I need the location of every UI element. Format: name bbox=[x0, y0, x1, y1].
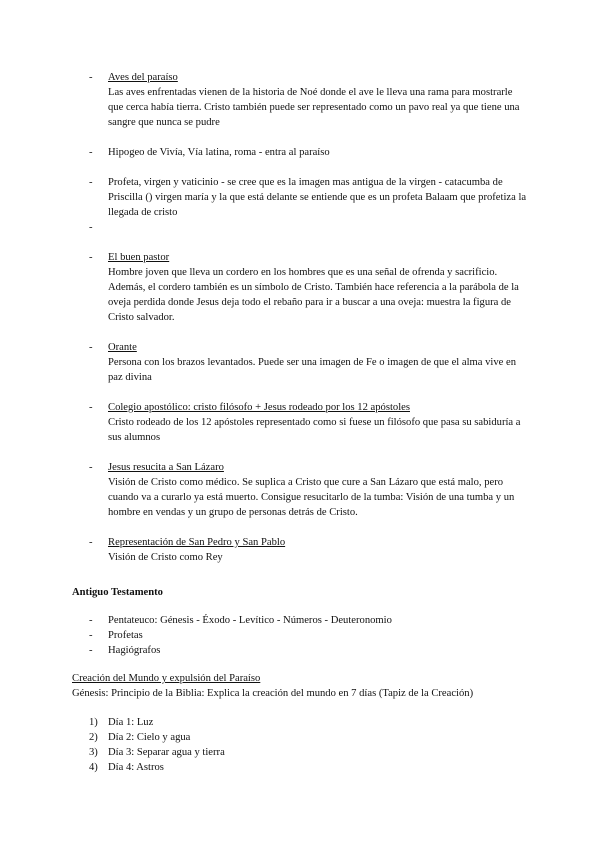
item-title: Hipogeo de Vivía, Vía latina, roma - entra al paraíso bbox=[108, 147, 330, 158]
item-title: Aves del paraíso bbox=[108, 72, 178, 83]
spacer bbox=[0, 445, 600, 460]
item-text: Profetas bbox=[108, 630, 143, 641]
days-list bbox=[0, 715, 600, 775]
item-title: Profeta, virgen y vaticinio - se cree que es la imagen mas antigua de la virgen - catacumba de Priscilla () virgen maría y la que está delante se entiende que es un profeta Balaam que profetiza la llegada de cristo bbox=[108, 177, 527, 218]
bullet-dash: - bbox=[89, 222, 93, 233]
list-item-lazaro bbox=[0, 460, 600, 520]
spacer bbox=[0, 130, 600, 145]
list-item-orante bbox=[0, 340, 600, 385]
bullet-dash: - bbox=[89, 147, 93, 158]
item-title: Orante bbox=[108, 342, 137, 353]
list-item bbox=[0, 730, 600, 745]
bullet-dash: - bbox=[89, 72, 93, 83]
item-text: Hagiógrafos bbox=[108, 645, 161, 656]
bullet-dash: - bbox=[89, 645, 93, 656]
item-body: Visión de Cristo como médico. Se suplica a Cristo que cure a San Lázaro que está malo, pero cuando va a curarlo ya está muerto. Consigue resucitarlo de la tumba: Visión de una tumba y un hombre en vendas y un grupo de personas detrás de Cristo. bbox=[108, 477, 515, 518]
bullet-dash: - bbox=[89, 402, 93, 413]
nt-bullet-list bbox=[0, 70, 600, 565]
list-item-buen-pastor bbox=[0, 250, 600, 325]
creation-title: Creación del Mundo y expulsión del Paraíso bbox=[72, 673, 261, 684]
spacer bbox=[0, 235, 600, 250]
item-text: Día 2: Cielo y agua bbox=[108, 732, 191, 743]
item-text: Día 3: Separar agua y tierra bbox=[108, 747, 225, 758]
item-number: 2) bbox=[89, 732, 98, 743]
spacer bbox=[0, 325, 600, 340]
item-title: Representación de San Pedro y San Pablo bbox=[108, 537, 286, 548]
list-item bbox=[0, 628, 600, 643]
item-text: Pentateuco: Génesis - Éxodo - Levítico - Números - Deuteronomio bbox=[108, 615, 392, 626]
item-title bbox=[108, 220, 530, 235]
bullet-dash: - bbox=[89, 342, 93, 353]
list-item-aves bbox=[0, 70, 600, 130]
list-item bbox=[0, 715, 600, 730]
list-item-colegio bbox=[0, 400, 600, 445]
spacer bbox=[0, 385, 600, 400]
list-item bbox=[0, 643, 600, 658]
section-heading: Antiguo Testamento bbox=[72, 587, 163, 598]
creation-line: Génesis: Principio de la Biblia: Explica la creación del mundo en 7 días (Tapiz de la Creación) bbox=[72, 688, 474, 699]
bullet-dash: - bbox=[89, 630, 93, 641]
list-item bbox=[0, 745, 600, 760]
item-body: Las aves enfrentadas vienen de la historia de Noé donde el ave le lleva una rama para mostrarle que cerca había tierra. Cristo también puede ser representado como un pavo real ya que tiene una sangre que nunca se pudre bbox=[108, 87, 520, 128]
bullet-dash: - bbox=[89, 537, 93, 548]
spacer bbox=[0, 520, 600, 535]
item-body: Hombre joven que lleva un cordero en los hombres que es una señal de ofrenda y sacrificio. Además, el cordero también es un símbolo de Cristo. También hace referencia a la parábola de la oveja perdida donde Jesus deja todo el rebaño para ir a buscar a una oveja: muestra la figura de Cristo salvador. bbox=[108, 267, 519, 323]
item-number: 4) bbox=[89, 762, 98, 773]
list-item-pedro-pablo bbox=[0, 535, 600, 565]
item-number: 1) bbox=[89, 717, 98, 728]
creation-section bbox=[72, 671, 572, 701]
bullet-dash: - bbox=[89, 177, 93, 188]
list-item bbox=[0, 613, 600, 628]
list-item bbox=[0, 760, 600, 775]
ot-bullet-list bbox=[0, 613, 600, 658]
bullet-dash: - bbox=[89, 615, 93, 626]
item-text: Día 4: Astros bbox=[108, 762, 164, 773]
item-body: Visión de Cristo como Rey bbox=[108, 552, 223, 563]
item-body: Persona con los brazos levantados. Puede ser una imagen de Fe o imagen de que el alma vive en paz divina bbox=[108, 357, 517, 383]
bullet-dash: - bbox=[89, 252, 93, 263]
item-title: El buen pastor bbox=[108, 252, 170, 263]
list-item-hipogeo bbox=[0, 145, 600, 160]
bullet-dash: - bbox=[89, 462, 93, 473]
item-text: Día 1: Luz bbox=[108, 717, 154, 728]
item-title: Colegio apostólico: cristo filósofo + Jesus rodeado por los 12 apóstoles bbox=[108, 402, 410, 413]
list-item-empty bbox=[0, 220, 600, 235]
item-title: Jesus resucita a San Lázaro bbox=[108, 462, 224, 473]
list-item-profeta bbox=[0, 175, 600, 220]
item-number: 3) bbox=[89, 747, 98, 758]
spacer bbox=[0, 160, 600, 175]
item-body: Cristo rodeado de los 12 apóstoles representado como si fuese un filósofo que pasa su sabiduría a sus alumnos bbox=[108, 417, 521, 443]
